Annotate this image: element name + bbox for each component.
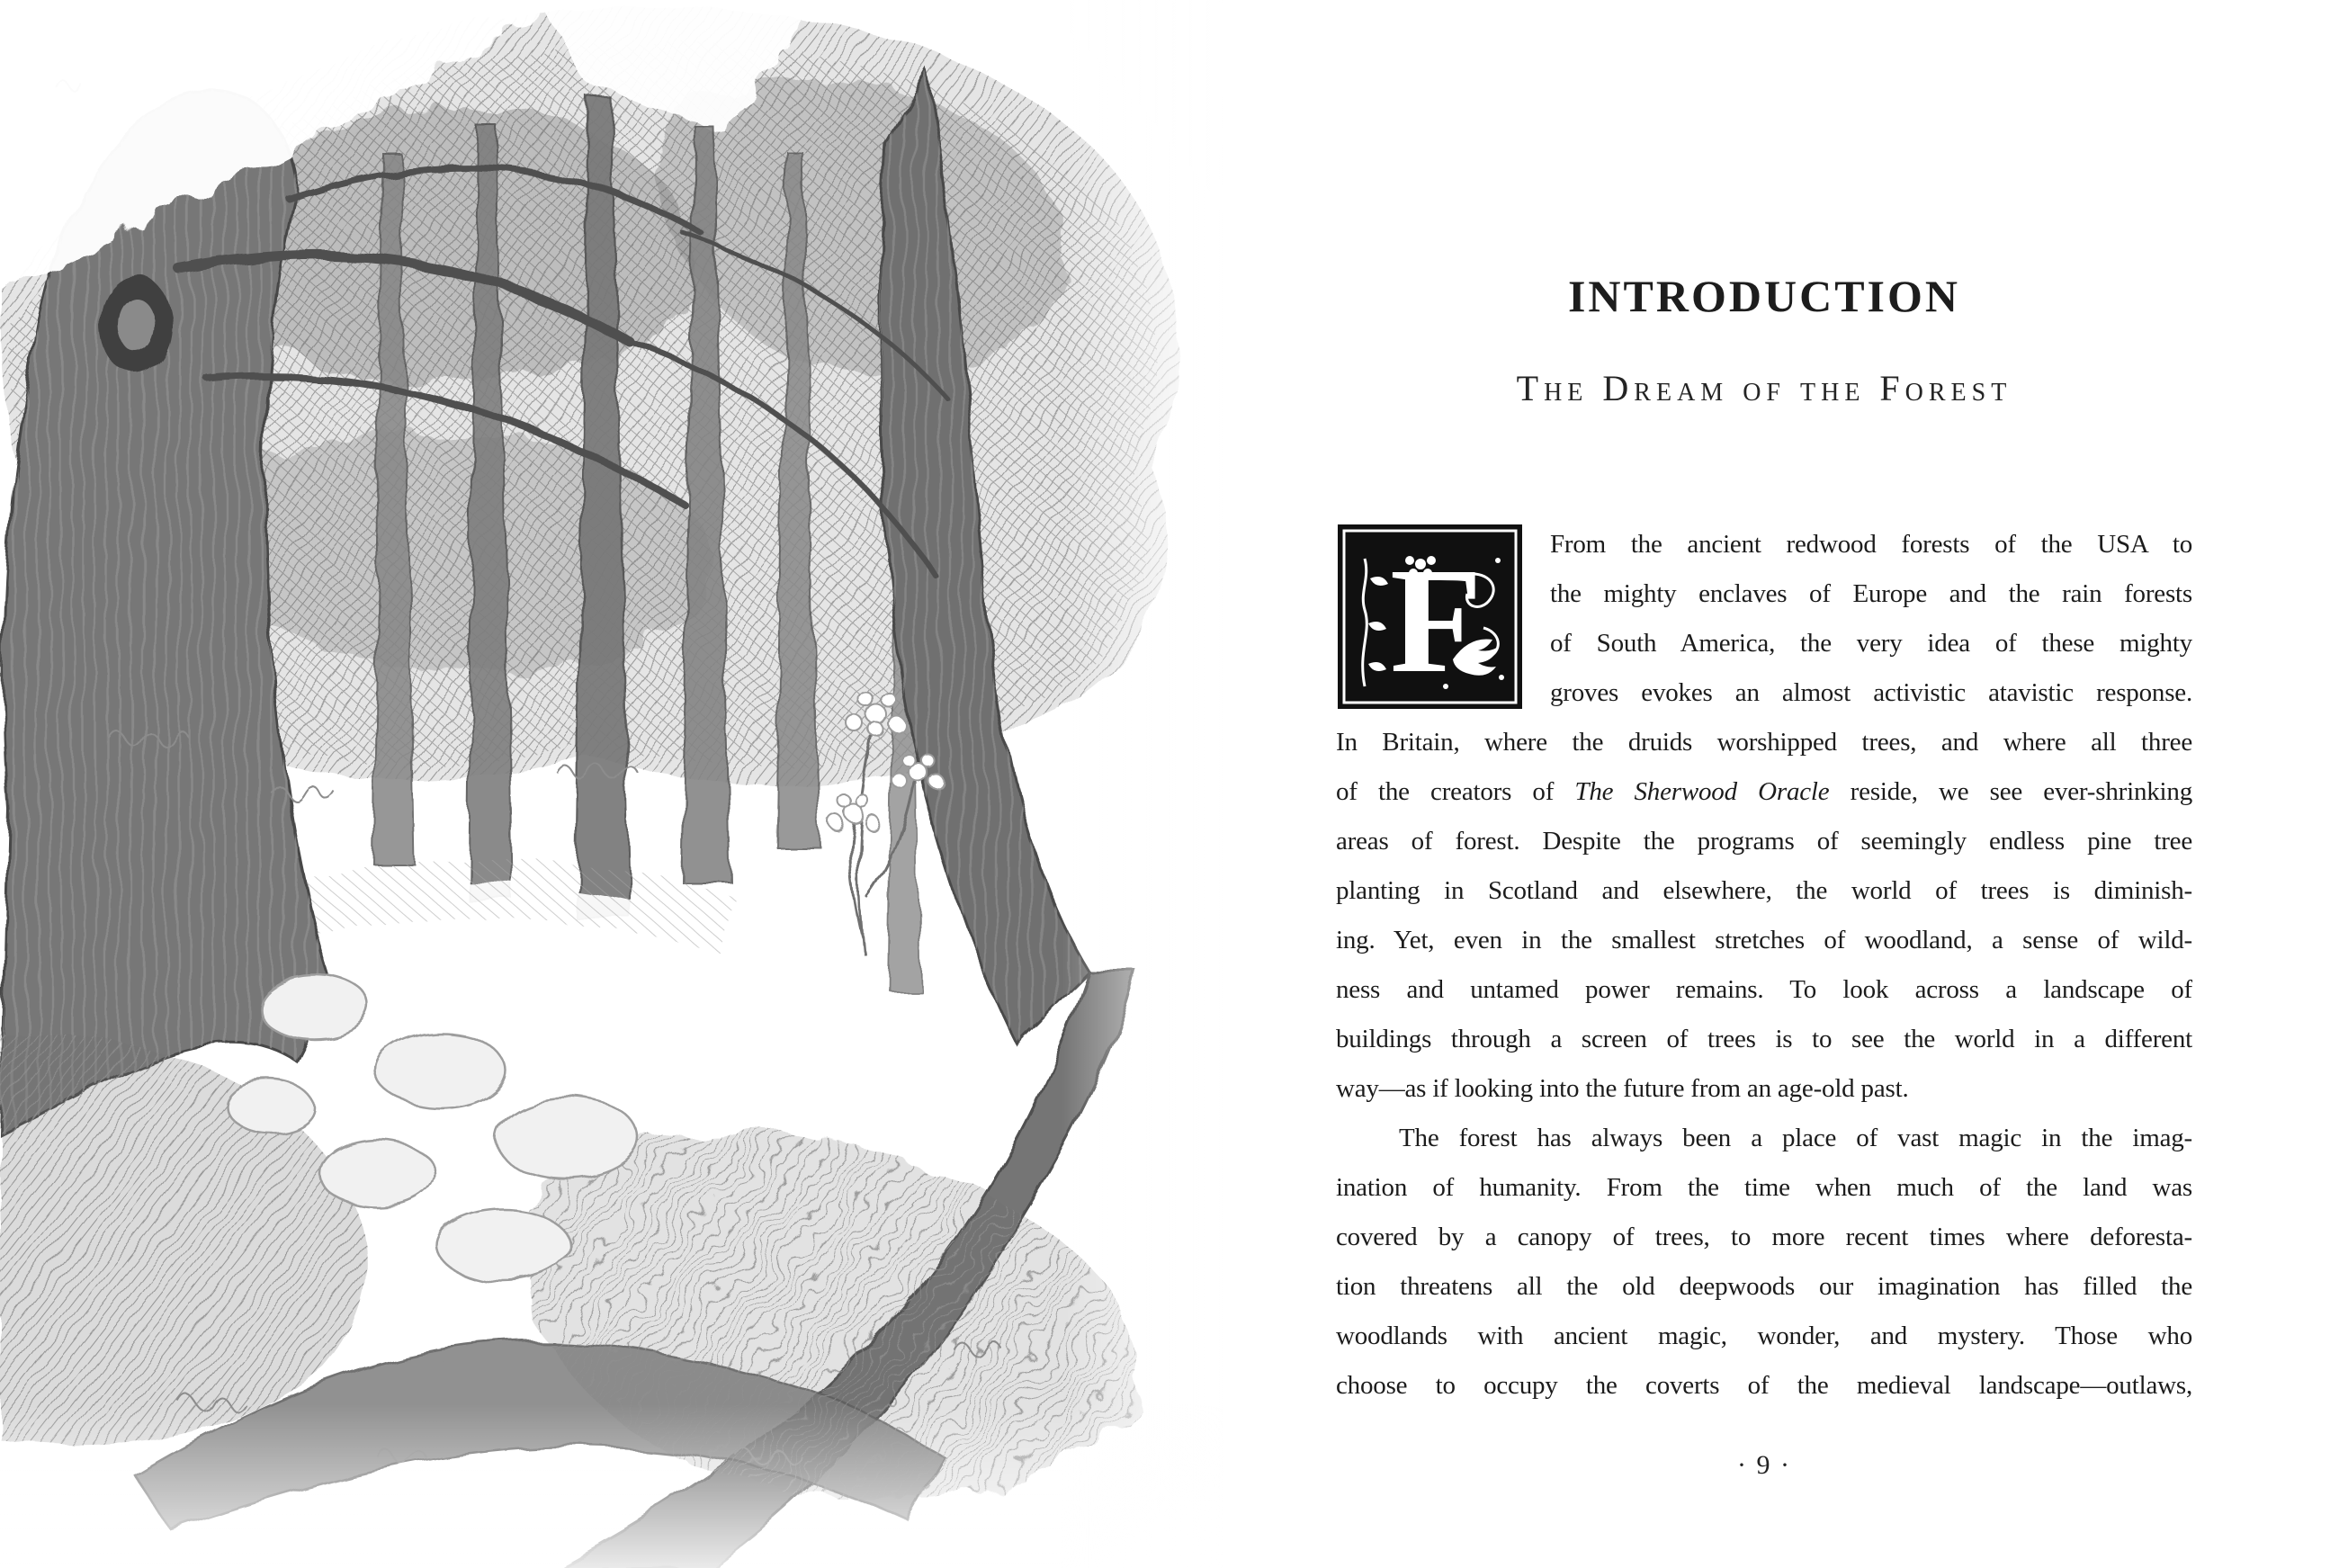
body-line: planting in Scotland and elsewhere, the world of trees is diminish-	[1336, 876, 2192, 905]
text-page	[1336, 0, 2192, 1568]
drop-cap-letter: F	[1390, 537, 1483, 704]
drop-cap-ornament	[1338, 524, 1522, 709]
body-line: groves evokes an almost activistic atavistic response.	[1550, 678, 2192, 707]
body-text-run: of the creators of	[1336, 777, 1575, 806]
body-line: ness and untamed power remains. To look across a landscape of	[1336, 975, 2192, 1004]
page-number: · 9 ·	[1737, 1450, 1791, 1480]
chapter-title: INTRODUCTION	[1567, 271, 1961, 321]
body-line: choose to occupy the coverts of the medieval landscape—outlaws,	[1336, 1371, 2192, 1400]
body-line: covered by a canopy of trees, to more recent times where deforesta-	[1336, 1223, 2192, 1251]
section-title: The Dream of the Forest	[1516, 368, 2012, 408]
body-line: In Britain, where the druids worshipped trees, and where all three	[1336, 728, 2192, 757]
dropcap-row	[1336, 520, 2192, 718]
body-line: of South America, the very idea of these mighty	[1550, 629, 2192, 658]
body-line: From the ancient redwood forests of the USA to	[1550, 530, 2192, 559]
dropcap-adjacent-lines	[1550, 520, 2192, 718]
body-line: The forest has always been a place of vast magic in the imag-	[1399, 1124, 2192, 1152]
body-line: tion threatens all the old deepwoods our imagination has filled the	[1336, 1272, 2192, 1301]
bottom-fade	[0, 1403, 1223, 1568]
body-line: woodlands with ancient magic, wonder, and mystery. Those who	[1336, 1322, 2192, 1350]
body-line: buildings through a screen of trees is to see the world in a different	[1336, 1025, 2192, 1053]
body-line: way—as if looking into the future from an age-old past.	[1336, 1074, 1909, 1103]
drop-cap	[1338, 524, 1522, 709]
body-line: areas of forest. Despite the programs of seemingly endless pine tree	[1336, 827, 2192, 856]
body-line: ination of humanity. From the time when much of the land was	[1336, 1173, 2192, 1202]
right-fade	[1062, 0, 1223, 1568]
body-line	[1336, 767, 2192, 817]
book-title-italic: The Sherwood Oracle	[1574, 777, 1830, 806]
body-line: the mighty enclaves of Europe and the rain forests	[1550, 579, 2192, 608]
body-text	[1336, 520, 2192, 1411]
body-text-run: reside, we see ever-shrinking	[1829, 777, 2192, 806]
body-line: ing. Yet, even in the smallest stretches of woodland, a sense of wild-	[1336, 926, 2192, 954]
